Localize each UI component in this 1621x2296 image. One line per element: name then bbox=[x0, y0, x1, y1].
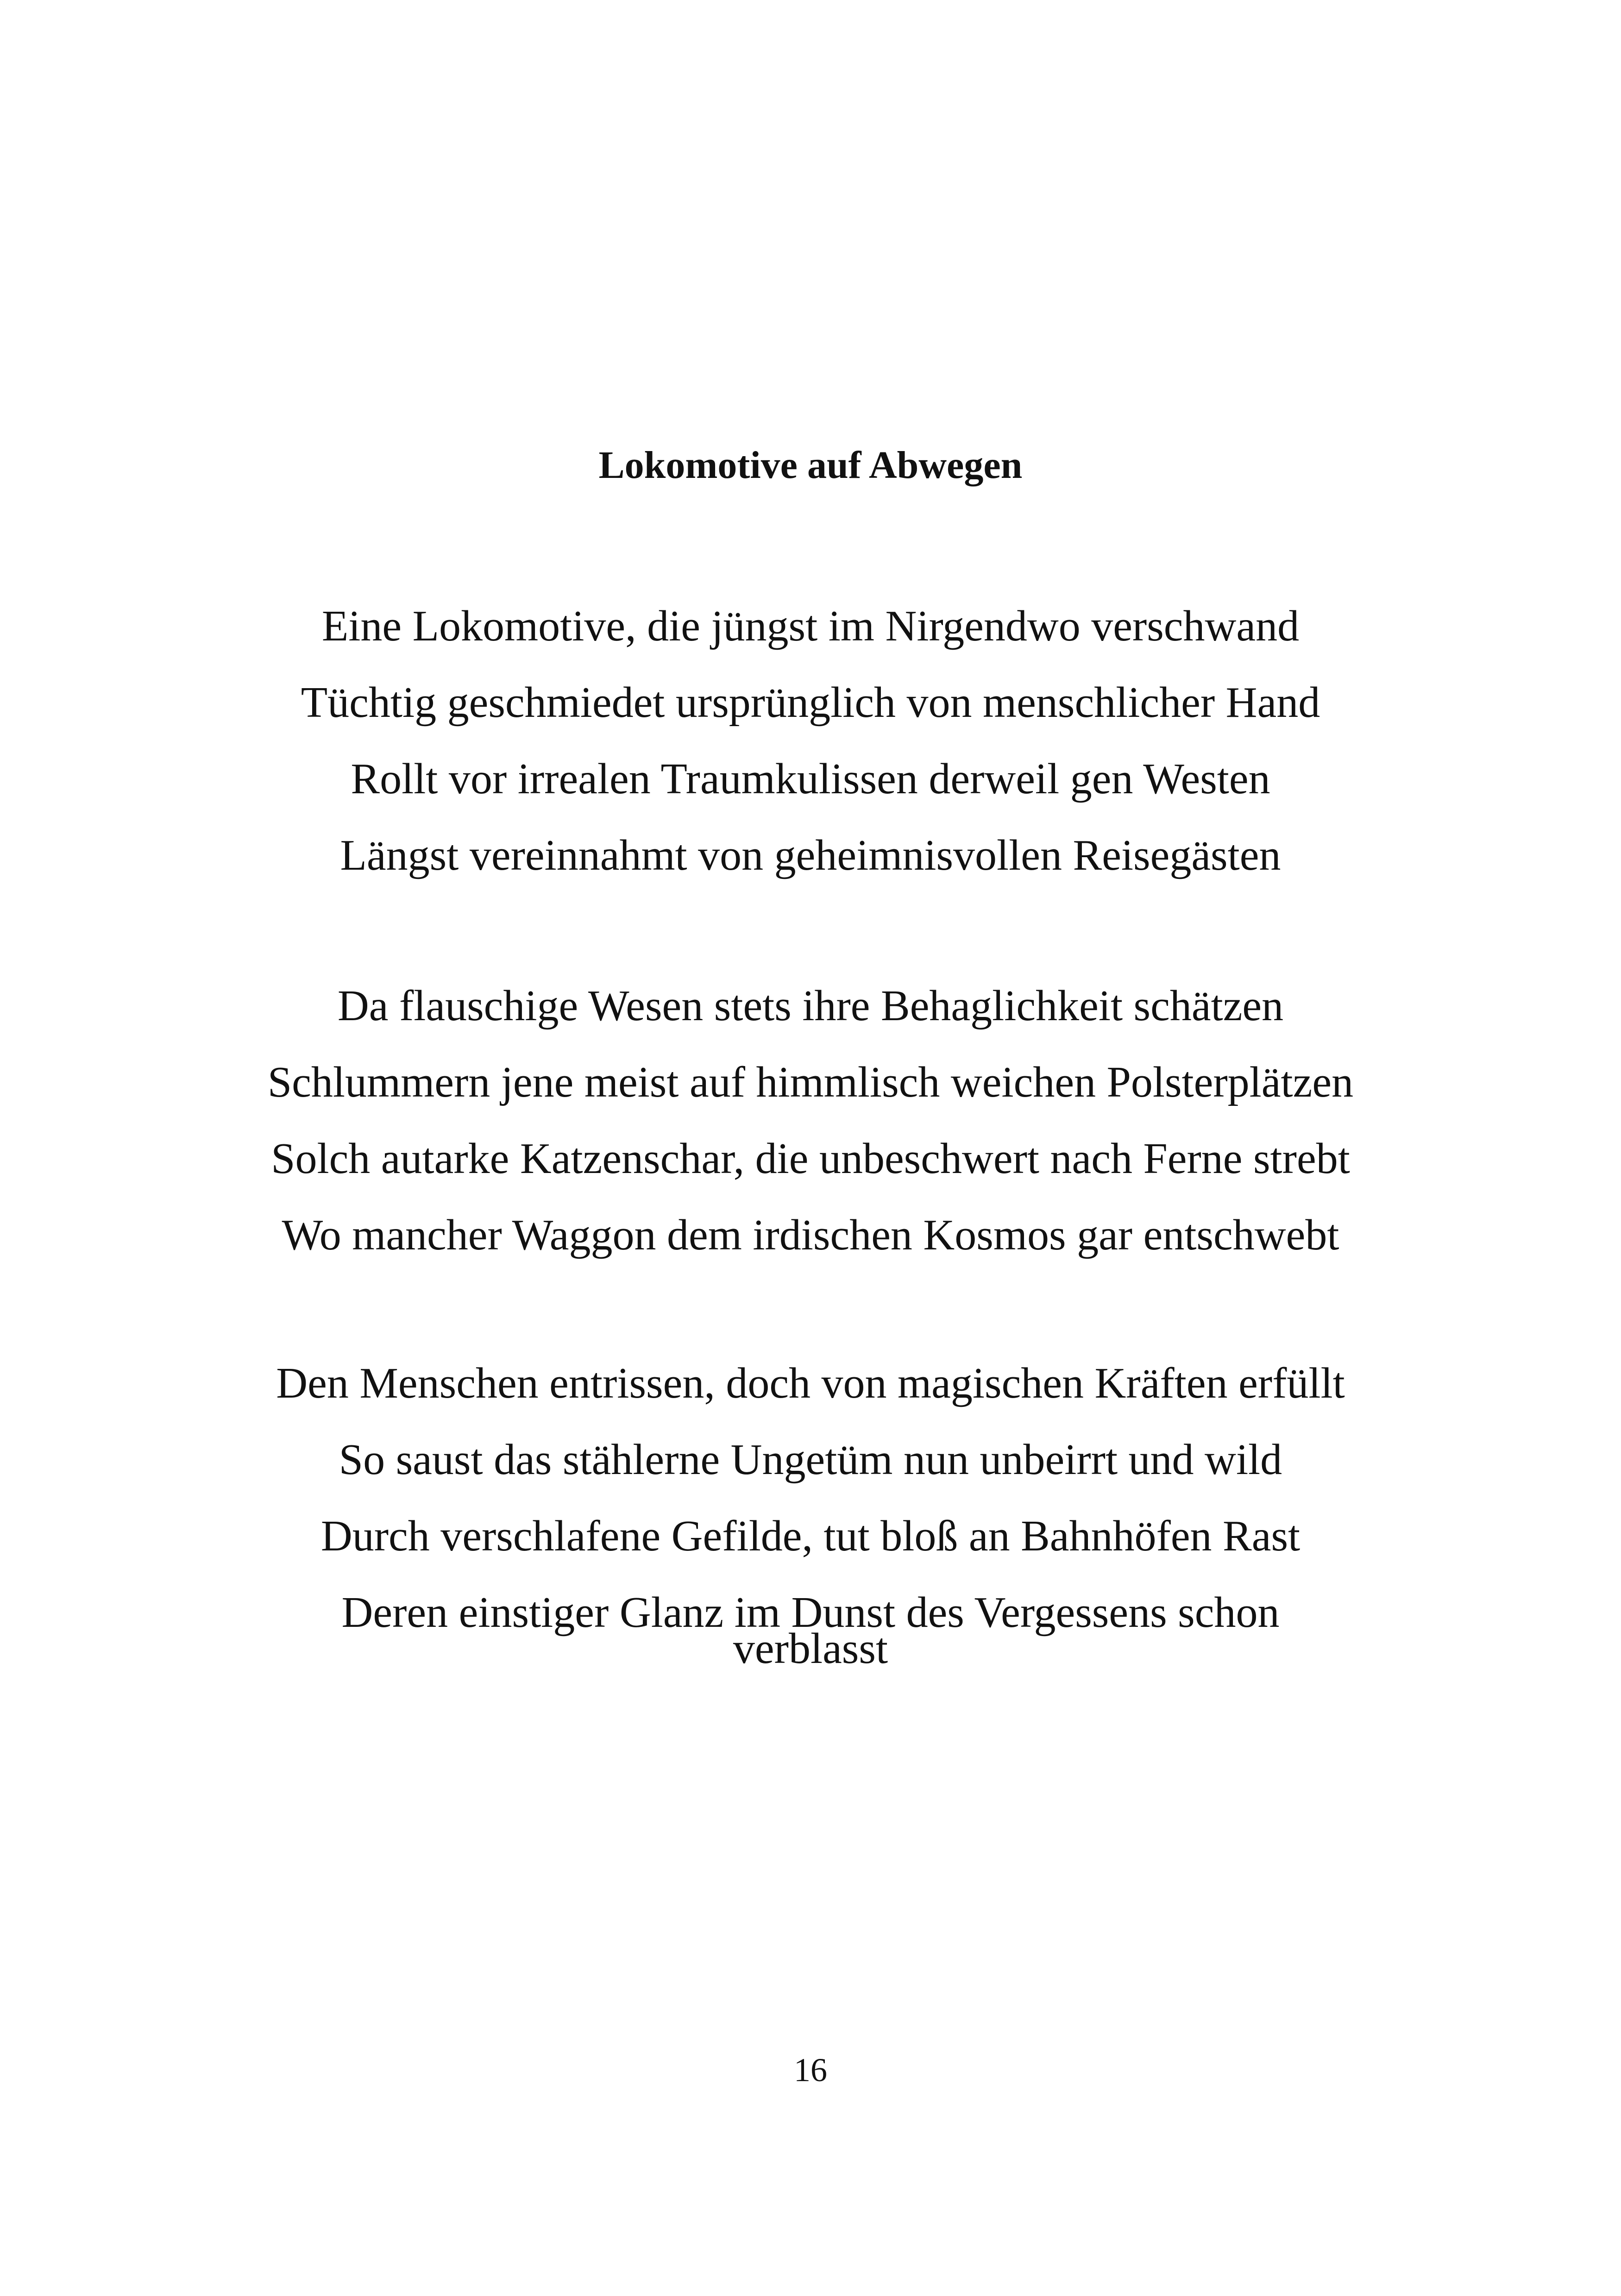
poem-line-continuation: verblasst bbox=[733, 1625, 888, 1673]
stanza-2 bbox=[0, 968, 1621, 1273]
stanza-1 bbox=[0, 588, 1621, 894]
poem-line: Den Menschen entrissen, doch von magischen Kräften erfüllt bbox=[276, 1359, 1345, 1407]
poem-line: Wo mancher Waggon dem irdischen Kosmos gar entschwebt bbox=[282, 1211, 1339, 1259]
poem-line: Da flauschige Wesen stets ihre Behaglichkeit schätzen bbox=[337, 982, 1284, 1030]
page-number: 16 bbox=[794, 2051, 827, 2089]
poem-line: Durch verschlafene Gefilde, tut bloß an Bahnhöfen Rast bbox=[320, 1512, 1301, 1560]
poem-line: Rollt vor irrealen Traumkulissen derweil gen Westen bbox=[351, 755, 1270, 803]
poem-line: Längst vereinnahmt von geheimnisvollen Reisegästen bbox=[340, 831, 1281, 879]
poem-line: Schlummern jene meist auf himmlisch weichen Polsterplätzen bbox=[267, 1058, 1354, 1106]
poem-line: Deren einstiger Glanz im Dunst des Vergessens schon bbox=[341, 1588, 1280, 1637]
poem-line: Eine Lokomotive, die jüngst im Nirgendwo verschwand bbox=[321, 602, 1300, 650]
poem-line: Tüchtig geschmiedet ursprünglich von menschlicher Hand bbox=[301, 678, 1320, 727]
poem-title: Lokomotive auf Abwegen bbox=[598, 444, 1023, 487]
poem-line: So saust das stählerne Ungetüm nun unbeirrt und wild bbox=[339, 1436, 1282, 1484]
poem-line: Solch autarke Katzenschar, die unbeschwert nach Ferne strebt bbox=[271, 1135, 1350, 1183]
stanza-3 bbox=[0, 1345, 1621, 1674]
